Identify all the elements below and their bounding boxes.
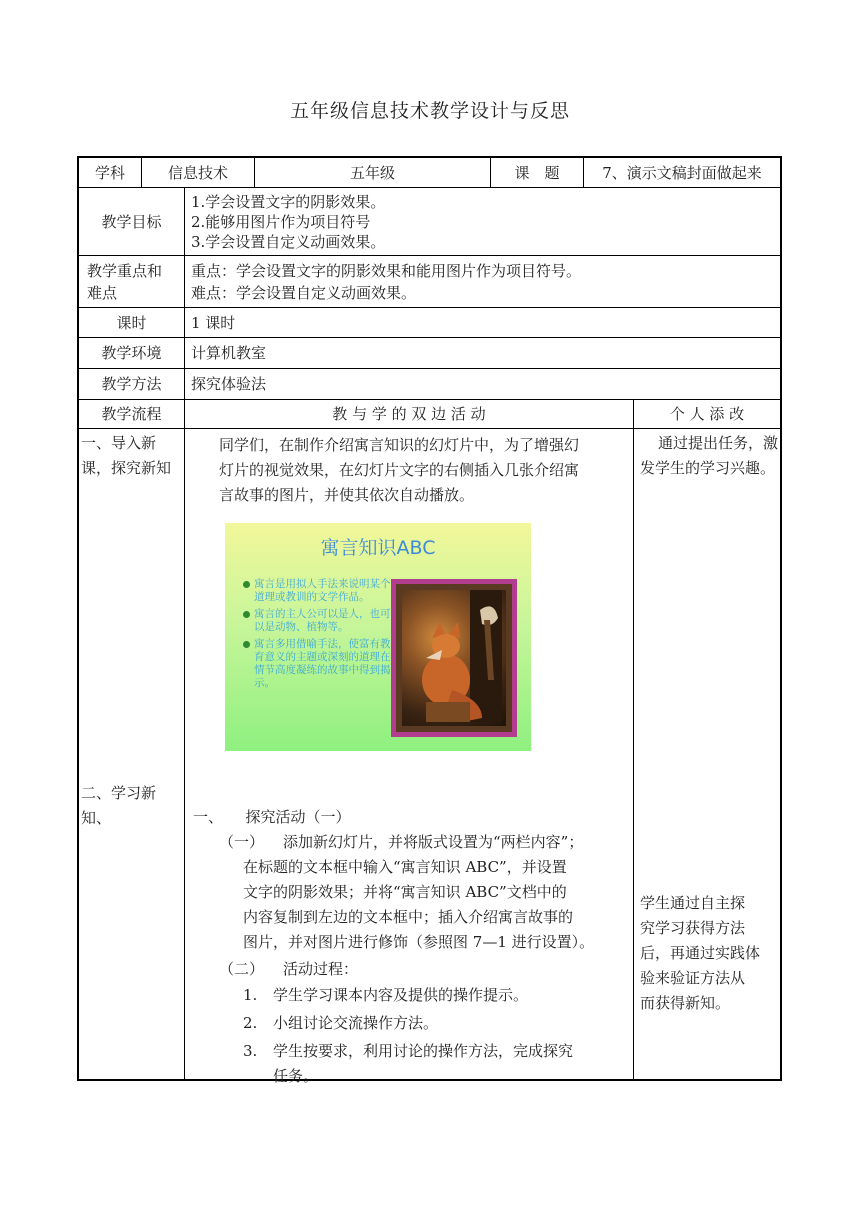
section1-line: 言故事的图片，并使其依次自动播放。 <box>219 486 475 504</box>
step-item: 3. 学生按要求，利用讨论的操作方法，完成探究 <box>243 1042 574 1060</box>
section1-line: 同学们，在制作介绍寓言知识的幻灯片中，为了增强幻 <box>219 436 580 454</box>
section2-label: 二、学习新知、 <box>81 784 157 827</box>
flow-activity-column <box>184 429 633 1085</box>
section2-heading: 一、 探究活动（一） <box>193 808 351 826</box>
flow-header-row <box>79 400 780 429</box>
step-item: 1. 学生学习课本内容及提供的操作提示。 <box>243 986 529 1004</box>
environment-label: 教学环境 <box>101 344 162 362</box>
sub1-line: 在标题的文本框中输入“寓言知识 ABC”，并设置 <box>243 858 567 876</box>
fox-painting-image <box>402 590 506 726</box>
subject-label: 学科 <box>94 163 125 182</box>
objectives-label: 教学目标 <box>101 212 162 231</box>
environment-row <box>79 338 780 369</box>
method-row <box>79 369 780 400</box>
objective-line: 3.学会设置自定义动画效果。 <box>191 232 386 251</box>
sub1-line: 内容复制到左边的文本框中；插入介绍寓言故事的 <box>243 908 574 926</box>
key-points-row <box>79 256 780 308</box>
topic-value: 7、演示文稿封面做起来 <box>583 158 780 187</box>
slide-preview-image <box>225 523 531 751</box>
key-points-label-line: 教学重点和 <box>87 261 163 280</box>
objective-line: 2.能够用图片作为项目符号 <box>191 212 371 231</box>
step-item: 2. 小组讨论交流操作方法。 <box>243 1014 439 1032</box>
hours-value: 1 课时 <box>184 308 780 337</box>
grade-value: 五年级 <box>254 158 490 187</box>
section2-note-line: 而获得新知。 <box>640 994 731 1012</box>
flow-process-column <box>79 429 184 1079</box>
bullet-dot-icon <box>243 641 250 648</box>
slide-bullet: 寓言是用拟人手法来说明某个道理或教训的文学作品。 <box>243 578 391 604</box>
key-point-line: 难点：学会设置自定义动画效果。 <box>191 283 417 302</box>
objectives-content <box>184 188 780 255</box>
section2-note-line: 验来验证方法从 <box>640 969 746 987</box>
page-title: 五年级信息技术教学设计与反思 <box>289 100 570 122</box>
section2-note-line: 学生通过自主探 <box>640 894 746 912</box>
header-row <box>79 158 780 188</box>
key-points-label-line: 难点 <box>87 283 118 302</box>
sub2-text: 活动过程： <box>283 960 359 978</box>
method-label: 教学方法 <box>101 375 162 393</box>
key-points-content <box>184 256 780 307</box>
bullet-dot-icon <box>243 581 250 588</box>
bullet-dot-icon <box>243 611 250 618</box>
subject-value: 信息技术 <box>141 158 254 187</box>
section1-intro <box>219 433 629 508</box>
method-value: 探究体验法 <box>184 369 780 399</box>
topic-label: 课 题 <box>490 158 583 187</box>
key-point-line: 重点：学会设置文字的阴影效果和能用图片作为项目符号。 <box>191 261 582 280</box>
sub1-line: 图片，并对图片进行修饰（参照图 7—1 进行设置）。 <box>243 933 595 951</box>
environment-value: 计算机教室 <box>184 338 780 368</box>
hours-row <box>79 308 780 338</box>
sub1-label: （一） <box>219 833 265 851</box>
slide-bullet: 寓言多用借喻手法，使富有教育意义的主题或深刻的道理在情节高度凝练的故事中得到揭示。 <box>243 638 391 690</box>
section1-label: 一、导入新课，探究新知 <box>81 434 172 477</box>
slide-title: 寓言知识ABC <box>320 537 436 559</box>
section2-note-line: 究学习获得方法 <box>640 919 746 937</box>
key-points-label <box>79 256 184 307</box>
section2-note-line: 后，再通过实践体 <box>640 944 761 962</box>
sub1-line: 文字的阴影效果；并将“寓言知识 ABC”文档中的 <box>243 883 567 901</box>
sub2-label: （二） <box>219 960 265 978</box>
steps-list <box>243 983 633 1089</box>
sub1-first-line: 添加新幻灯片，并将版式设置为“两栏内容”； <box>283 833 584 851</box>
slide-bullet: 寓言的主人公可以是人，也可以是动物、植物等。 <box>243 608 391 634</box>
flow-notes-column <box>633 429 780 1079</box>
flow-col-notes: 个 人 添 改 <box>633 400 780 428</box>
objectives-row <box>79 188 780 256</box>
slide-bullet-list <box>243 578 391 694</box>
objective-line: 1.学会设置文字的阴影效果。 <box>191 192 386 211</box>
section2-note <box>640 891 780 1016</box>
hours-label: 课时 <box>116 313 147 332</box>
section1-line: 灯片的视觉效果，在幻灯片文字的右侧插入几张介绍寓 <box>219 461 580 479</box>
sub1-rest <box>243 855 633 955</box>
step-item-continuation: 任务。 <box>273 1067 319 1085</box>
section1-note: 通过提出任务，激发学生的学习兴趣。 <box>640 434 779 477</box>
flow-body-row <box>79 429 780 1085</box>
lesson-table <box>77 156 782 1085</box>
flow-col-activity: 教 与 学 的 双 边 活 动 <box>184 400 633 428</box>
fox-picture-frame <box>391 579 517 737</box>
flow-col-process: 教学流程 <box>101 405 162 423</box>
